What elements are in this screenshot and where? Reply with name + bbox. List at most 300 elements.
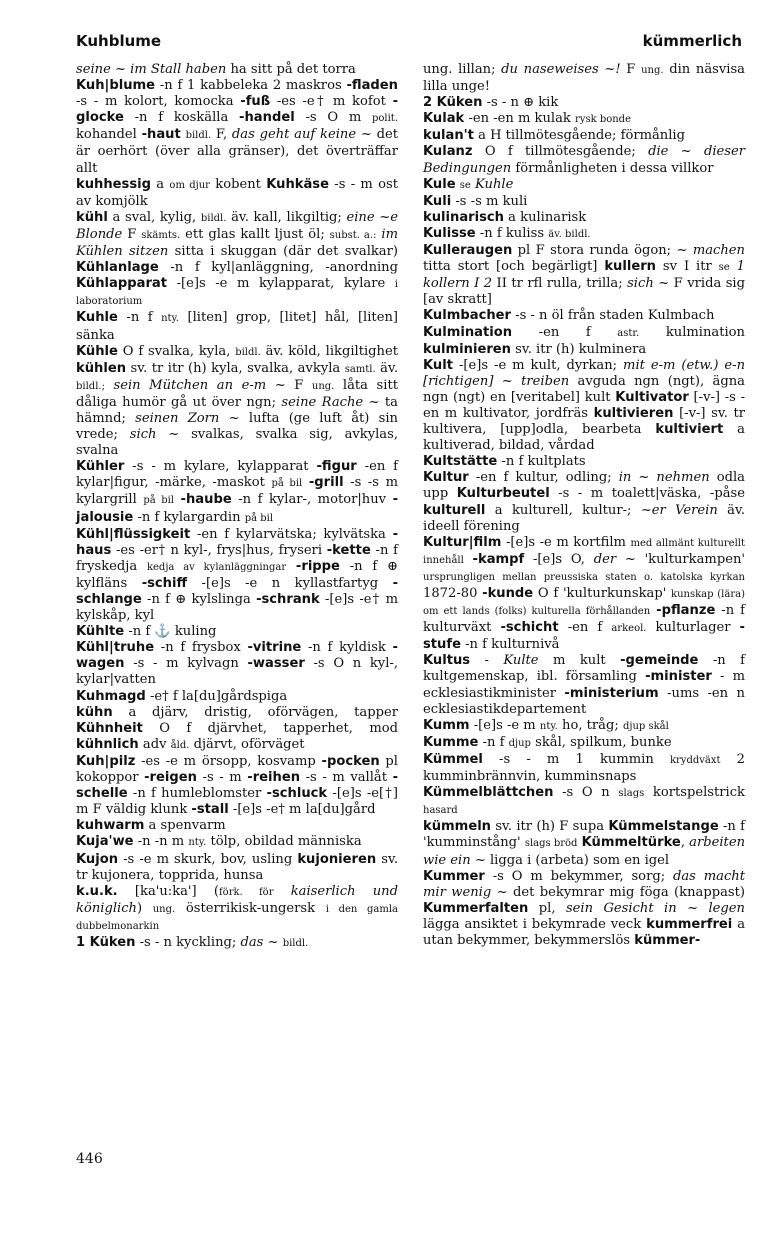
entry-text: -s -s m kuli [451,193,528,209]
example-phrase: sich ~ [627,276,670,292]
entry-text: -s - m kolort, komocka [76,94,241,110]
entry-text: -[e]s O, [524,551,594,567]
example-phrase: in ~ nehmen [618,470,710,486]
entry-text: -en f [558,620,612,636]
dictionary-entry [423,785,745,819]
usage-label: i den gamla dubbelmonarkin [76,903,398,932]
entry-text: -s - m [196,770,248,786]
entry-text [105,378,114,393]
headword: -kette [326,542,371,558]
headword: -vitrine [247,640,302,656]
entry-text: a kulinarisk [504,209,587,225]
entry-text: -n f [117,310,162,326]
entry-text: äv. kall, likgiltig; [226,209,347,225]
entry-text: det bekymrar mig föga (knappast) [507,884,745,900]
headword: -glocke [76,94,398,126]
headword: -rippe [295,558,340,574]
entry-text: -[e]s -e† m kylskåp, kyl [76,592,398,624]
usage-label: ung. [311,380,335,392]
dictionary-entry [76,527,398,625]
entry-text: -n f fryskedja [76,542,398,574]
entry-text: -s - m toalett|väska, -påse [549,486,745,502]
entry-text: F [620,62,642,77]
entry-text: -s O n kyl-, kylar|vatten [76,656,398,688]
headword: Kulmination [423,324,513,340]
entry-text: -s - m kylvagn [124,656,248,672]
headword: -wasser [247,656,305,672]
entry-text: O f tillmötesgående; [472,144,649,160]
usage-label: kunskap (lära) om ett lands (folks) kulturella förhållanden [423,589,745,618]
entry-text: [-v-] -s -en m kultivator, jordfräs [423,389,745,421]
headword: kuhhessig [76,176,152,192]
entry-text: odla upp [423,470,745,502]
entry-text: pl F stora runda ögon; [512,243,677,259]
entry-text: -s -e m skurk, bov, usling [118,851,298,867]
entry-text: - m ecklesiastikminister [423,669,745,701]
entry-text: -s - m 1 kummin [482,751,670,767]
usage-label: nty. [539,720,558,732]
headword: kulan't [423,128,474,144]
entry-text: kulturlager [646,620,740,636]
dictionary-entry [423,226,745,243]
dictionary-entry [76,705,398,754]
entry-text: ung. lillan; [423,62,502,77]
headword: Kuhkäse [266,176,329,192]
entry-text: titta stort [och begärligt] [423,259,605,275]
headword: Kujon [76,851,119,867]
headword: Kuja'we [76,834,134,850]
dictionary-entry [423,358,745,455]
dictionary-entry [423,62,745,95]
dictionary-entry [423,325,745,358]
entry-text [273,884,290,899]
headword: kulinarisch [423,209,504,225]
headword: k.u.k. [76,883,118,899]
entry-text: [ka'u:ka'] ( [117,883,219,899]
entry-text: kulmination [639,324,745,340]
headword: -haut [141,127,181,143]
headword: Kultur|film [423,534,502,550]
dictionary-entry [423,308,745,324]
entry-text: sv. tr itr (h) kyla, svalka, avkyla [126,360,345,376]
entry-text: -n f ⚓ kuling [124,624,217,640]
dictionary-entry [423,470,745,534]
entry-text: -es -e† m kofot [270,94,393,110]
usage-label: slags bröd [524,838,578,850]
dictionary-entry [76,177,398,210]
headword: Kummerfalten [423,900,529,916]
headword: Kumme [423,734,479,750]
entry-text: avguda ngn (ngt), ägna ngn (ngt) en [veritabel] kult [423,373,745,405]
headword: -wagen [76,640,398,672]
example-phrase: sein Gesicht in ~ legen [565,900,745,916]
entry-text: -n f kulturväxt [423,603,745,636]
headword: kulminieren [423,341,511,357]
entry-text: sv. itr (h) kulminera [511,341,647,357]
usage-label: polit. [371,113,398,125]
headword: -reigen [144,770,197,786]
right-column [423,62,745,949]
entry-text: O f djärvhet, tapperhet, mod [142,720,398,736]
headword: -grill [308,475,344,491]
entry-text: -n f kyl|anläggning, -anordning [158,260,398,276]
usage-label: på bil [143,495,175,507]
dictionary-entry [76,62,398,78]
entry-text: -n f kuliss [475,225,549,241]
example-phrase: die ~ dieser Bedingungen [423,144,745,176]
entry-text: äv. ideell förening [423,502,745,534]
entry-text: F vrida sig [av skratt] [423,276,746,308]
entry-text: a kulturell, kultur-; [485,502,641,518]
entry-text: [-v-] sv. tr kultivera, [upp]odla, bearbeta [423,405,746,438]
entry-text: tölp, obildad människa [206,834,362,850]
dictionary-entry [423,752,745,785]
headword: kulturell [423,502,486,518]
entry-text: a utan bekymmer, bekymmerslös [423,916,746,948]
headword: Kule [423,176,456,192]
entry-text: -s O n [553,785,619,801]
entry-text: kohandel [76,127,142,143]
headword: Kulleraugen [423,243,513,259]
usage-label: bildl. [185,130,212,142]
entry-text: ho, tråg; [557,717,623,733]
entry-text: -en -en m kulak [464,111,576,127]
entry-text [302,475,309,490]
dictionary-entry [423,869,745,949]
example-phrase: das ~ [240,934,279,950]
dictionary-entry [76,834,398,851]
headword: Kühnheit [76,720,143,736]
entry-text: -e† f la[du]gårdspiga [145,688,288,704]
entry-text: a djärv, dristig, oförvägen, tapper [112,704,398,720]
entry-text [730,259,737,274]
usage-label: se [459,179,471,191]
headword: -schlange [76,575,399,607]
dictionary-entry [423,194,745,210]
headword: kühnlich [76,736,139,752]
example-phrase: im Kühlen sitzen [76,226,398,260]
entry-text: -s - m kylare, kylapparat [124,459,317,475]
entry-text: lufta (ge luft åt) sin vrede; [76,410,398,443]
entry-text: sitta i skuggan (där det svalkar) [168,244,398,260]
entry-text: -es -e m örsopp, kosvamp [135,753,322,769]
headword: Kulisse [423,225,476,241]
entry-text: sv I itr [655,259,719,275]
entry-text: förmånligheten i dessa villkor [511,160,714,176]
entry-text: -[e]s -e m kortfilm [501,534,631,550]
headword: -pocken [321,753,380,769]
entry-text: -s -s m kylargrill [76,475,399,508]
headword: kühlen [76,360,127,376]
headword: 2 Küken [423,95,483,111]
headword: Kühlte [76,624,125,640]
entry-text: -n f kylar-, motor|huv [231,492,393,508]
usage-label: ung. [641,65,664,76]
example-phrase: ~ machen [676,243,745,259]
headword: Kuh|blume [76,78,156,94]
usage-label: ung. [152,903,176,915]
entry-text: -s - n öl från staden Kulmbach [511,308,715,324]
entry-text: a [151,176,170,192]
dictionary-entry [76,459,398,526]
usage-label: kryddväxt [669,754,721,766]
entry-text: ett glas kallt ljust öl; [180,226,330,242]
entry-text: -n f frysbox [154,640,248,656]
left-column [76,62,398,952]
headword: Kühl|truhe [76,640,155,656]
entry-text: äv. [375,360,398,376]
headword: Kümmeltürke [581,835,681,851]
headword: -schicht [500,620,559,636]
usage-label: förk. för [218,886,274,898]
usage-label: astr. [617,327,640,339]
usage-label: subst. a.: [329,229,377,241]
headword: Kühlapparat [76,276,168,292]
entry-text: [liten] grop, [litet] hål, [liten] sänka [76,310,398,343]
example-phrase: seine Rache ~ [281,394,380,410]
example-phrase: du naseweises ~! [501,62,621,77]
entry-text: -n -n m [133,834,189,850]
dictionary-entry [423,735,745,752]
usage-label: med allmänt kulturellt innehåll [423,537,745,566]
dictionary-entry [423,718,745,735]
usage-label: djup [508,737,531,749]
headword: -stall [191,802,229,818]
entry-text: sv. tr kujonera, topprida, hunsa [76,851,398,883]
entry-text: -[e]s -e m kult, dyrkan; [453,357,624,373]
dictionary-entry [76,818,398,834]
headword: -reihen [247,770,301,786]
headword: -schrank [256,592,320,607]
dictionary-entry [423,243,745,308]
usage-label: rysk bonde [575,114,631,126]
usage-label: bildl.; [76,380,105,392]
headword: kultivieren [593,405,674,421]
entry-text: -n f kultplats [497,454,586,470]
entry-text: -es -er† n kyl-, frys|hus, fryseri [111,542,327,558]
headword: Kümmelstange [608,819,719,835]
headword: -stufe [423,620,745,653]
entry-text: -en f kylarvätska; kylvätska [190,526,393,542]
dictionary-entry [76,754,398,818]
entry-text: -n f 'kumminstång' [423,819,746,851]
usage-label: bildl. [282,937,309,949]
headword: -pflanze [656,603,716,619]
headword: Kühl|flüssigkeit [76,526,191,542]
entry-text: - [470,653,504,669]
entry-text: -s - m ost av komjölk [76,176,399,209]
headword: Kuhmagd [76,688,146,704]
entry-text: lägga ansiktet i bekymrade veck [423,916,647,932]
headword: -kunde [482,586,534,601]
headword: -schiff [141,575,188,591]
entry-text: a kultiverad, bildad, vårdad [423,422,745,454]
usage-label: arkeol. [611,623,647,635]
headword: Kümmelblättchen [423,785,554,801]
entry-text: -s - n ⊕ kik [482,95,559,111]
headword: -minister [645,669,712,685]
headword: kühn [76,704,113,720]
headword: Kulturbeutel [456,486,550,502]
entry-text: ligga i (arbeta) som en igel [485,852,670,868]
dictionary-entry [423,819,745,868]
entry-text: -en f kylar|figur, -märke, -maskot [76,459,398,491]
headword: kultiviert [655,422,724,438]
entry-text: sv. itr (h) F supa [491,819,609,835]
headword: -kampf [472,551,525,567]
headword: kujonieren [297,851,377,867]
example-phrase: seine ~ im Stall haben [76,62,227,77]
entry-text: ha sitt på det torra [226,62,356,77]
headword: kullern [604,259,656,275]
entry-text: -n f ⊕ kylfläns [76,558,398,591]
usage-label: i laboratorium [76,279,398,308]
headword: kümmer- [634,932,701,948]
entry-text: ) [136,900,153,916]
usage-label: på bil [271,478,303,490]
headword: Kuh|pilz [76,753,136,769]
entry-text: 1872-80 [423,586,483,601]
entry-text: -s O m bekymmer, sorg; [484,868,673,884]
headword: Kult [423,357,453,373]
entry-text: -n f koskälla [123,110,240,126]
example-phrase: Kuhle [475,176,514,192]
entry-text: kobent [209,176,267,192]
usage-label: nty. [161,313,180,325]
usage-label: bildl. [200,212,227,224]
entry-text: -n f kultgemenskap, ibl. församling [423,653,745,685]
entry-text: det är oerhört (över alla gränser), det överträffar allt [76,127,398,176]
example-phrase: das macht mir wenig ~ [423,868,745,900]
entry-text: -en f [512,324,618,340]
example-phrase: arbeiten wie ein ~ [423,835,745,868]
entry-text: kortspelstrick [644,785,745,801]
example-phrase: Kulte [503,653,539,669]
entry-text: O f 'kulturkunskap' [533,586,672,601]
example-phrase: eine ~e Blonde [76,209,398,242]
usage-label: ursprungligen mellan preussiska staten o. katolska kyrkan [423,571,745,583]
entry-text: a sval, kylig, [107,209,201,225]
entry-text: -[e]s -e m [469,717,540,733]
headword: Kulak [423,111,465,127]
headword: -gemeinde [620,653,699,669]
page-number: 446 [76,1151,103,1167]
headword: Kummer [423,868,485,884]
entry-text: a spenvarm [144,818,226,834]
headword: Kuhle [76,310,118,326]
entry-text: pl kokoppor [76,753,398,786]
running-head-right: kümmerlich [642,32,742,50]
entry-text: -[e]s -e m kylapparat, kylare [167,276,395,292]
headword: kummerfrei [646,916,733,932]
entry-text: -s O m [294,110,372,126]
dictionary-entry [76,852,398,884]
dictionary-entry [76,640,398,688]
example-phrase: mit e-m (etw.) e-n [richtigen] ~ treiben [423,357,745,389]
dictionary-entry [423,535,745,654]
entry-text: -n f 1 kabbeleka 2 maskros [155,78,347,94]
entry-text: låta sitt dåliga humör gå ut över ngn; [76,377,398,410]
headword: Kulmbacher [423,308,511,324]
entry-text: 2 kumminbrännvin, kumminsnaps [423,751,745,785]
entry-text: djärvt, oförväget [189,736,305,752]
example-phrase: 1 kollern I 2 [423,259,745,292]
headword: Kultur [423,470,469,486]
headword: Kuli [423,193,452,209]
entry-text: skål, spilkum, bunke [530,734,672,750]
entry-text: II tr rfl rulla, trilla; [492,276,628,292]
entry-text [286,559,296,574]
entry-text: svalkas, svalka sig, avkylas, svalna [76,427,398,459]
headword: Kultus [423,653,471,669]
entry-text: -n f [478,734,509,750]
entry-text: -n f kyldisk [301,640,393,656]
dictionary-entry [76,210,398,311]
headword: Kulanz [423,144,473,160]
entry-text: -[e]s -e† m la[du]gård [228,802,376,818]
dictionary-entry [76,689,398,705]
entry-text [464,552,473,567]
usage-label: kedja av kylanläggningar [146,561,287,573]
usage-label: bildl. [235,346,261,358]
headword: -schluck [266,786,328,802]
entry-text: pl, [528,900,566,916]
usage-label: åld. [170,739,190,751]
entry-text: -ums -en n ecklesiastikdepartement [423,685,745,717]
headword: kuhwarm [76,818,145,834]
entry-text: -s - m vallåt [300,770,393,786]
entry-text: m kult [538,653,621,669]
headword: 1 Küken [76,934,136,950]
dictionary-entry [423,210,745,226]
headword: -handel [239,110,295,126]
headword: -schelle [76,770,399,802]
headword: Kühle [76,343,118,359]
entry-text: F [122,226,142,242]
usage-label: på bil [244,512,274,524]
entry-text: F, [211,127,232,143]
usage-label: om djur [169,179,210,191]
example-phrase: kaiserlich und königlich [76,883,398,916]
headword: Kultivator [615,389,689,405]
dictionary-entry [423,653,745,717]
usage-label: samtl. [344,363,376,375]
usage-label: se [718,262,730,274]
dictionary-entry [76,624,398,640]
entry-text: -n f humleblomster [127,786,267,802]
example-phrase: der ~ [593,551,636,567]
dictionary-entry [423,144,745,176]
entry-text: a H tillmötesgående; förmånlig [473,128,685,144]
headword: Kümmel [423,751,483,767]
entry-text: O f svalka, kyla, [117,343,236,359]
headword: -haus [76,526,398,558]
dictionary-entry [423,177,745,194]
usage-label: hasard [423,805,458,817]
headword: Kühler [76,459,125,475]
entry-text: -en f kultur, odling; [468,470,619,486]
entry-text: , [680,835,690,851]
headword: -figur [316,459,357,475]
headword: -ministerium [564,685,659,701]
headword: Kühlanlage [76,260,159,276]
example-phrase: ~er Verein [640,502,718,518]
usage-label: äv. bildl. [548,228,591,240]
headword: kühl [76,209,108,225]
entry-text: -[e]s -e n kyllastfartyg [187,575,393,591]
entry-text: ta hämnd; [76,394,398,426]
entry-text: -n f ⊕ kylslinga [141,592,257,607]
